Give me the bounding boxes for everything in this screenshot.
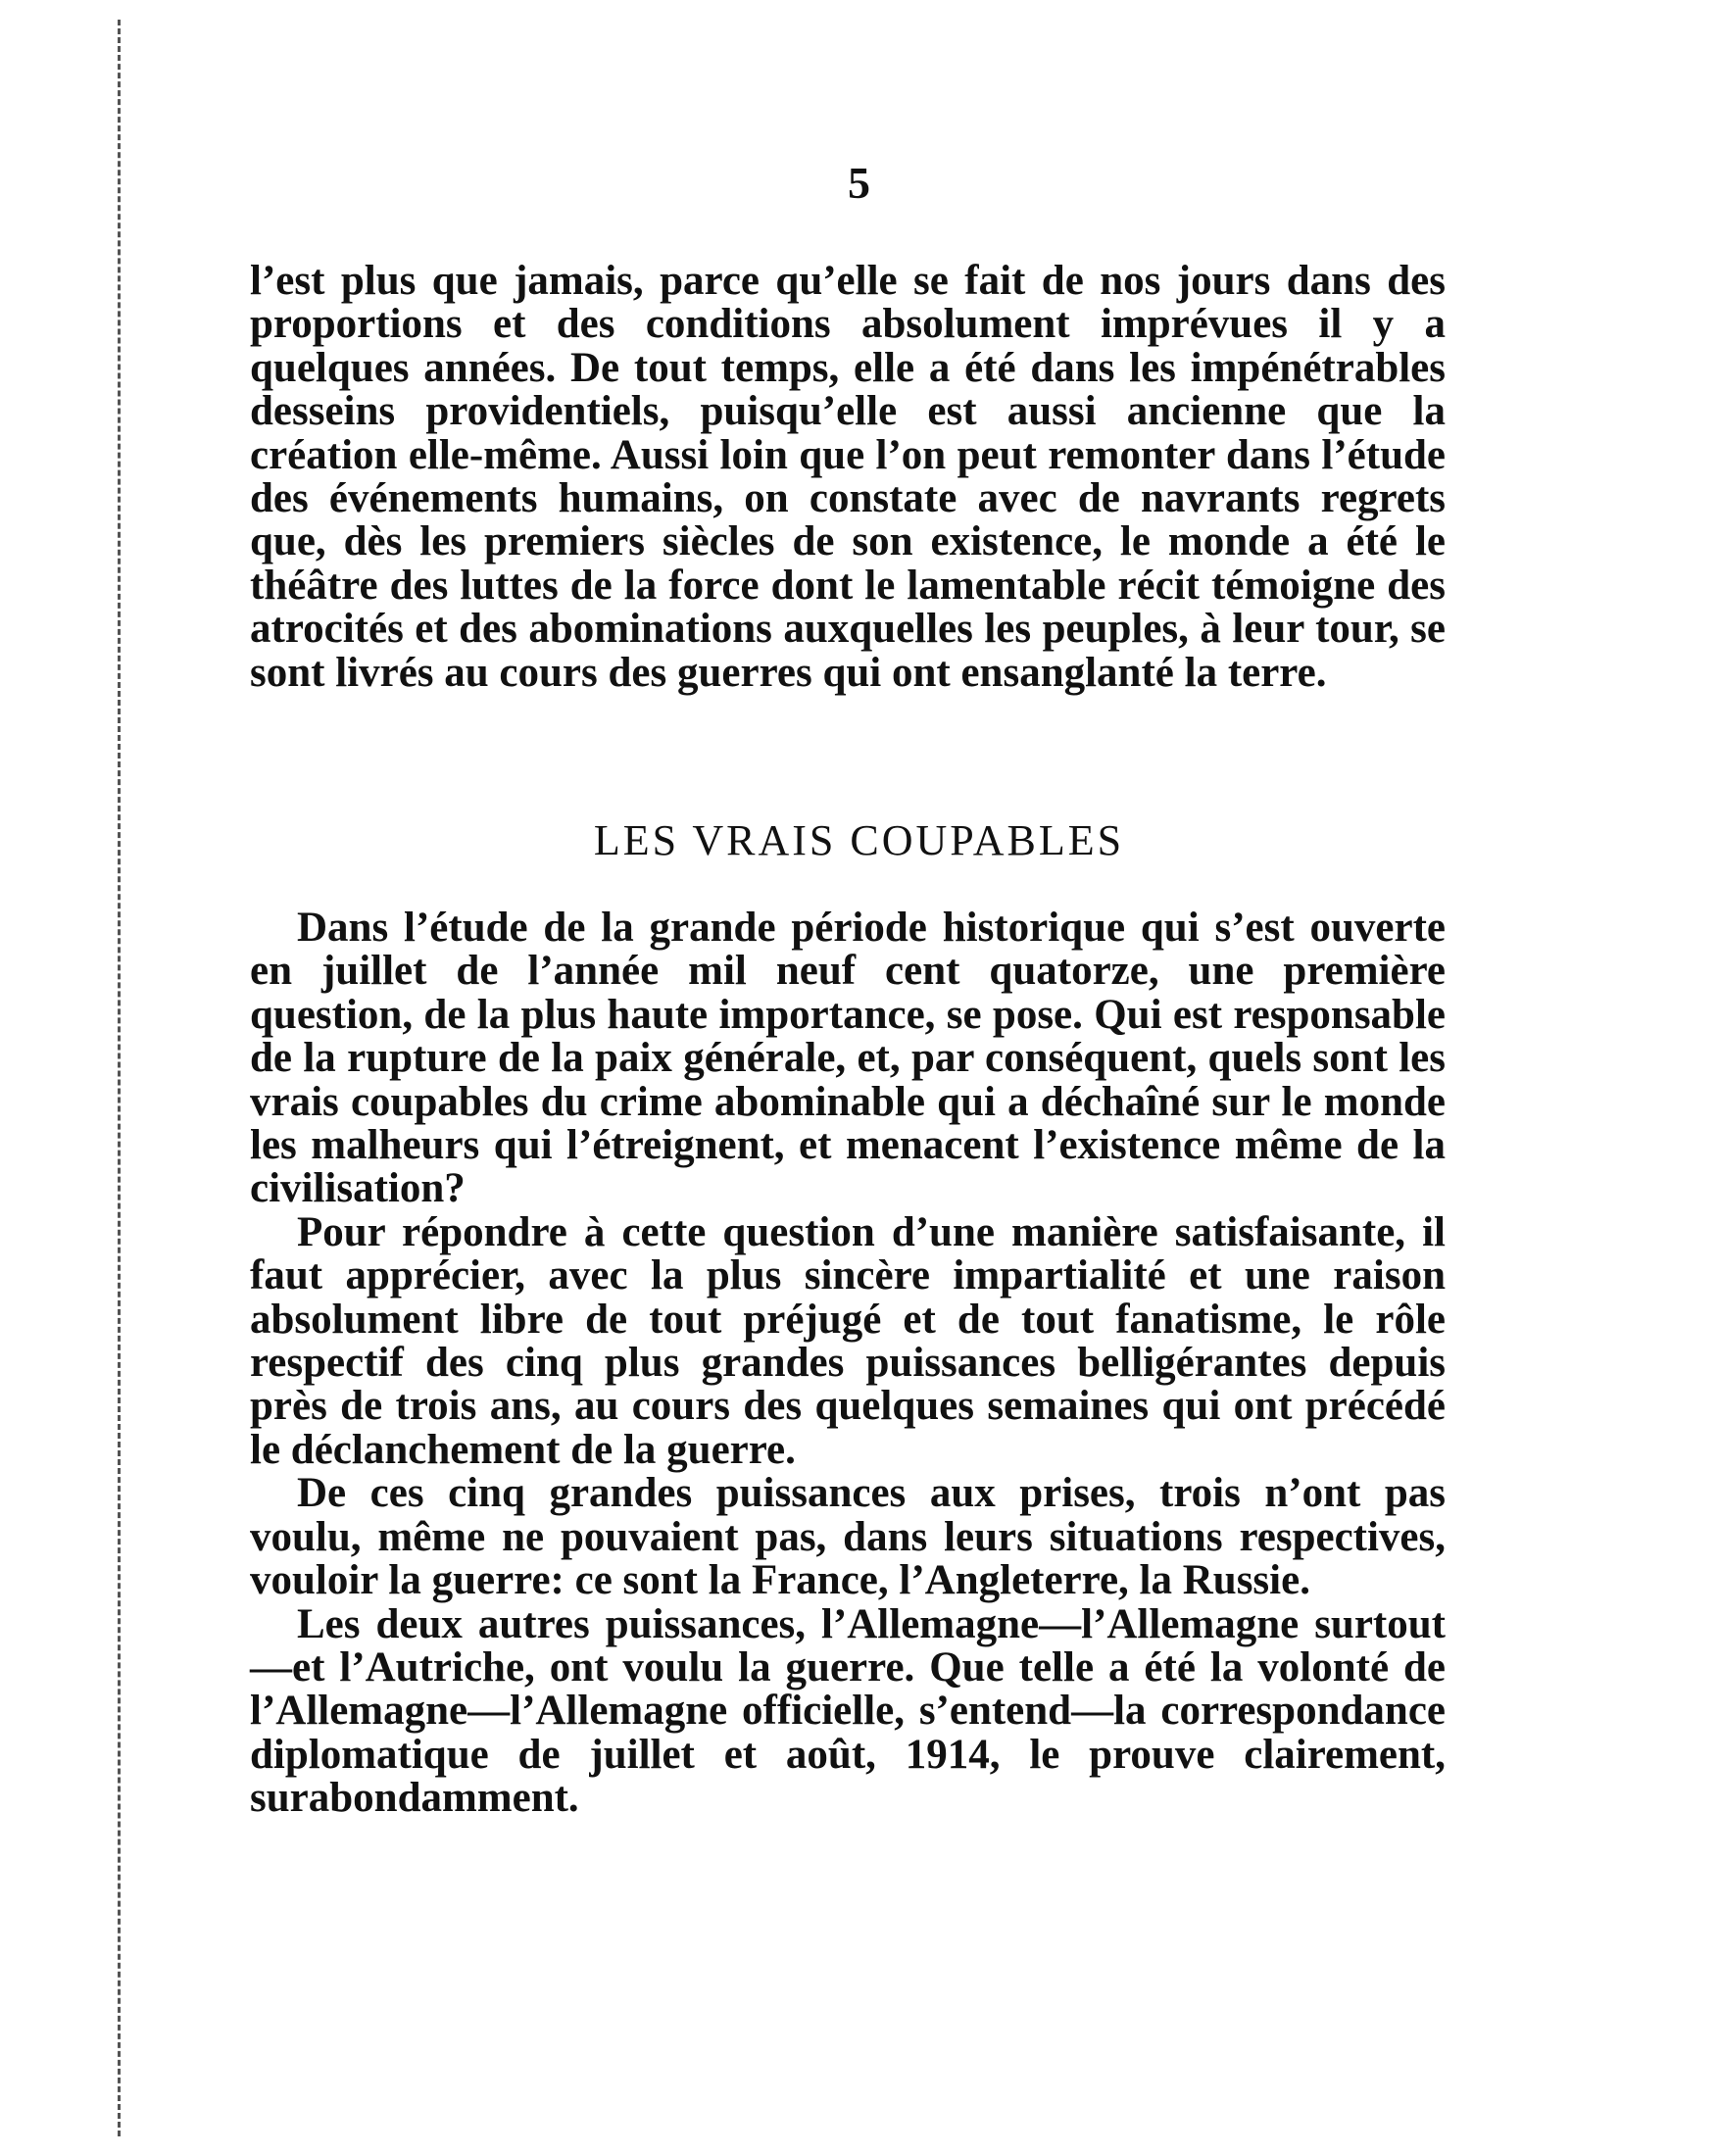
section-paragraph-3: De ces cinq grandes puissances aux prises, trois n’ont pas voulu, même ne pouvaient pas, dans leurs situations respectives, vouloir la guerre: ce sont la France, l’Angleterre, la Russie. [250,1470,1446,1604]
section-paragraph-4: Les deux autres puissances, l’Allemagne—l’Allemagne surtout—et l’Autriche, ont voulu la guerre. Que telle a été la volonté de l’Allemagne—l’Allemagne officielle, s’entend—la correspondance diplomatique de juillet et août, 1914, le prouve clairement, surabondamment. [250,1600,1446,1822]
scan-margin-line [118,20,121,2136]
opening-text-block [250,260,1446,695]
opening-paragraph: l’est plus que jamais, parce qu’elle se fait de nos jours dans des proportions et des conditions absolument imprévues il y a quelques années. De tout temps, elle a été dans les impénétrables desseins providentiels, puisqu’elle est aussi ancienne que la création elle-même. Aussi loin que l’on peut remonter dans l’étude des événements humains, on constate avec de navrants regrets que, dès les premiers siècles de son existence, le monde a été le théâtre des luttes de la force dont le lamentable récit témoigne des atrocités et des abominations auxquelles les peuples, à leur tour, se sont livrés au cours des guerres qui ont ensanglanté la terre. [250,258,1446,696]
section-text-block [250,906,1446,1821]
section-paragraph-1: Dans l’étude de la grande période historique qui s’est ouverte en juillet de l’année mil neuf cent quatorze, une première question, de la plus haute importance, se pose. Qui est responsable de la rupture de la paix générale, et, par conséquent, quels sont les vrais coupables du crime abominable qui a déchaîné sur le monde les malheurs qui l’étreignent, et menacent l’existence même de la civilisation? [250,905,1446,1212]
section-heading: LES VRAIS COUPABLES [593,816,1125,864]
page-number: 5 [848,158,870,208]
section-paragraph-2: Pour répondre à cette question d’une manière satisfaisante, il faut apprécier, avec la plus sincère impartialité et une raison absolument libre de tout préjugé et de tout fanatisme, le rôle respectif des cinq plus grandes puissances belligérantes depuis près de trois ans, au cours des quelques semaines qui ont précédé le déclanchement de la guerre. [250,1208,1446,1473]
